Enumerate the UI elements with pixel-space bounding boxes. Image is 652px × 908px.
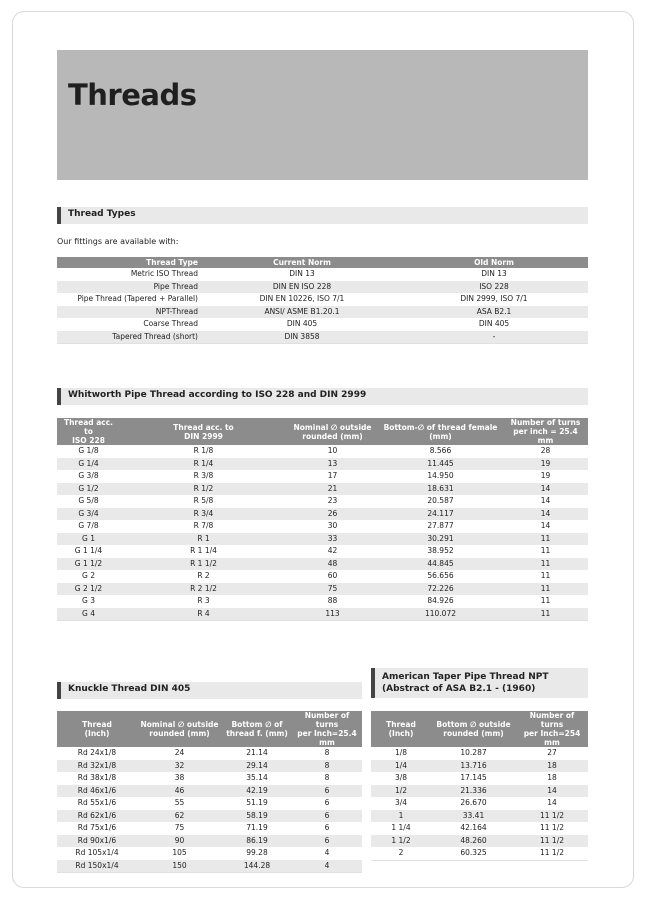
table-cell: Rd 38x1/8 xyxy=(57,772,137,785)
table-cell: 11 1/2 xyxy=(516,822,588,835)
table-cell: 3/8 xyxy=(371,772,431,785)
table-cell: 60.325 xyxy=(431,847,516,860)
table-cell: 6 xyxy=(292,785,362,798)
table-cell: R 3 xyxy=(120,595,287,608)
header-line: Nominal ∅ outside xyxy=(140,720,219,729)
table-cell: R 7/8 xyxy=(120,520,287,533)
table-cell: 11 xyxy=(503,608,588,621)
table-cell: DIN EN ISO 228 xyxy=(204,281,400,294)
column-header xyxy=(222,711,292,747)
table-row xyxy=(57,810,362,823)
table-cell: 11 1/2 xyxy=(516,810,588,823)
table-row xyxy=(371,822,588,835)
table-cell: 88 xyxy=(287,595,378,608)
table-cell: 4 xyxy=(292,847,362,860)
table-cell: 20.587 xyxy=(378,495,503,508)
table-row xyxy=(371,747,588,760)
section-heading-thread-types xyxy=(57,207,588,224)
header-line: Thread xyxy=(386,720,416,729)
table-cell: 14 xyxy=(516,785,588,798)
table-cell: R 1/2 xyxy=(120,483,287,496)
table-cell: 27.877 xyxy=(378,520,503,533)
table-header-row xyxy=(57,257,588,268)
table-cell: 14 xyxy=(516,797,588,810)
header-line: thread f. (mm) xyxy=(226,729,288,738)
table-cell: 11 xyxy=(503,570,588,583)
table-row xyxy=(57,747,362,760)
header-line: per Inch=254 mm xyxy=(523,729,581,747)
heading-line-1: American Taper Pipe Thread NPT xyxy=(382,672,549,682)
table-cell: 10 xyxy=(287,445,378,458)
table-cell: 14 xyxy=(503,483,588,496)
table-row xyxy=(57,281,588,294)
table-cell: 11 xyxy=(503,595,588,608)
header-line: Number of turns xyxy=(510,418,581,427)
table-cell: G 3/4 xyxy=(57,508,120,521)
table-cell: 144.28 xyxy=(222,860,292,873)
column-header xyxy=(503,418,588,445)
table-cell: Rd 32x1/8 xyxy=(57,760,137,773)
table-row xyxy=(57,797,362,810)
table-cell: Pipe Thread (Tapered + Parallel) xyxy=(57,293,204,306)
table-cell: 24 xyxy=(137,747,222,760)
table-cell: R 2 1/2 xyxy=(120,583,287,596)
table-cell: 26 xyxy=(287,508,378,521)
table-cell: 51.19 xyxy=(222,797,292,810)
table-cell: DIN 405 xyxy=(204,318,400,331)
table-cell: ANSI/ ASME B1.20.1 xyxy=(204,306,400,319)
table-cell: 11.445 xyxy=(378,458,503,471)
table-cell: Rd 55x1/6 xyxy=(57,797,137,810)
table-cell: G 1 1/4 xyxy=(57,545,120,558)
section-heading-npt xyxy=(371,668,588,698)
table-row xyxy=(57,445,588,458)
table-cell: Rd 62x1/6 xyxy=(57,810,137,823)
table-row xyxy=(371,810,588,823)
table-cell: 10.287 xyxy=(431,747,516,760)
table-cell: 11 xyxy=(503,533,588,546)
table-cell: 38 xyxy=(137,772,222,785)
table-cell: 42.164 xyxy=(431,822,516,835)
table-row xyxy=(57,772,362,785)
header-line: per inch = 25.4 mm xyxy=(513,427,578,445)
table-cell: DIN 13 xyxy=(204,268,400,281)
table-cell: 62 xyxy=(137,810,222,823)
section-heading-knuckle xyxy=(57,682,362,699)
column-header xyxy=(57,711,137,747)
table-cell: G 1 1/2 xyxy=(57,558,120,571)
table-row xyxy=(57,520,588,533)
table-cell: 4 xyxy=(292,860,362,873)
table-cell: Rd 24x1/8 xyxy=(57,747,137,760)
table-cell: 44.845 xyxy=(378,558,503,571)
table-cell: 60 xyxy=(287,570,378,583)
table-cell: 38.952 xyxy=(378,545,503,558)
table-cell: Rd 105x1/4 xyxy=(57,847,137,860)
table-cell: 48.260 xyxy=(431,835,516,848)
knuckle-thread-table xyxy=(57,711,362,873)
table-cell: 28 xyxy=(503,445,588,458)
table-row xyxy=(57,822,362,835)
table-cell: 21.14 xyxy=(222,747,292,760)
table-cell: DIN 3858 xyxy=(204,331,400,344)
table-row xyxy=(57,860,362,873)
intro-text: Our fittings are available with: xyxy=(57,237,179,246)
table-row xyxy=(57,470,588,483)
table-cell: R 1 1/4 xyxy=(120,545,287,558)
table-cell: 58.19 xyxy=(222,810,292,823)
table-cell: 71.19 xyxy=(222,822,292,835)
table-cell: 33.41 xyxy=(431,810,516,823)
table-cell: 1/8 xyxy=(371,747,431,760)
table-cell: R 2 xyxy=(120,570,287,583)
table-cell: 86.19 xyxy=(222,835,292,848)
table-row xyxy=(57,835,362,848)
table-cell: Coarse Thread xyxy=(57,318,204,331)
table-cell: 35.14 xyxy=(222,772,292,785)
table-cell: 33 xyxy=(287,533,378,546)
table-cell: 30.291 xyxy=(378,533,503,546)
header-line: per Inch=25.4 mm xyxy=(297,729,357,747)
table-header-row xyxy=(371,711,588,747)
table-cell: G 7/8 xyxy=(57,520,120,533)
table-cell: 19 xyxy=(503,470,588,483)
table-cell: G 3 xyxy=(57,595,120,608)
table-cell: 150 xyxy=(137,860,222,873)
table-cell: 8 xyxy=(292,760,362,773)
table-row xyxy=(57,608,588,621)
header-line: Nominal ∅ outside xyxy=(293,422,372,432)
table-cell: 21 xyxy=(287,483,378,496)
table-cell: G 2 1/2 xyxy=(57,583,120,596)
table-cell: 14 xyxy=(503,495,588,508)
table-cell: ASA B2.1 xyxy=(400,306,588,319)
table-cell: 18 xyxy=(516,760,588,773)
section-heading-text xyxy=(382,671,548,695)
table-row xyxy=(57,331,588,344)
table-cell: 84.926 xyxy=(378,595,503,608)
table-cell: 19 xyxy=(503,458,588,471)
header-line: Bottom-∅ of thread female xyxy=(383,422,498,432)
table-cell: 55 xyxy=(137,797,222,810)
table-cell: 13 xyxy=(287,458,378,471)
table-cell: 21.336 xyxy=(431,785,516,798)
table-row xyxy=(57,583,588,596)
table-cell: 24.117 xyxy=(378,508,503,521)
table-cell: 14 xyxy=(503,508,588,521)
table-header-row xyxy=(57,418,588,445)
table-cell: Metric ISO Thread xyxy=(57,268,204,281)
table-cell: 8 xyxy=(292,772,362,785)
table-cell: 2 xyxy=(371,847,431,860)
column-header xyxy=(57,418,120,445)
table-cell: Tapered Thread (short) xyxy=(57,331,204,344)
table-cell: 56.656 xyxy=(378,570,503,583)
table-row xyxy=(57,495,588,508)
section-heading-text: Thread Types xyxy=(68,209,136,219)
header-line: rounded (mm) xyxy=(149,729,210,738)
table-cell: 42.19 xyxy=(222,785,292,798)
table-cell: 30 xyxy=(287,520,378,533)
table-row xyxy=(371,797,588,810)
section-heading-text: Knuckle Thread DIN 405 xyxy=(68,684,191,694)
table-cell: G 1/8 xyxy=(57,445,120,458)
table-cell: 6 xyxy=(292,797,362,810)
table-cell: 72.226 xyxy=(378,583,503,596)
thread-types-table xyxy=(57,257,588,344)
header-line: rounded (mm) xyxy=(302,431,363,441)
table-cell: G 5/8 xyxy=(57,495,120,508)
table-cell: 13.716 xyxy=(431,760,516,773)
table-cell: 1 1/2 xyxy=(371,835,431,848)
table-cell: 75 xyxy=(287,583,378,596)
table-cell: 18.631 xyxy=(378,483,503,496)
table-cell: R 1/8 xyxy=(120,445,287,458)
table-row xyxy=(57,545,588,558)
table-row xyxy=(57,558,588,571)
title-banner xyxy=(57,50,588,180)
header-line: (Inch) xyxy=(84,729,110,738)
header-line: Number of turns xyxy=(529,711,575,729)
column-header xyxy=(431,711,516,747)
header-line: Bottom ∅ of xyxy=(231,720,283,729)
table-cell: - xyxy=(400,331,588,344)
header-line: ISO 228 xyxy=(72,436,105,445)
table-cell: 29.14 xyxy=(222,760,292,773)
table-cell: 6 xyxy=(292,835,362,848)
table-cell: Pipe Thread xyxy=(57,281,204,294)
section-heading-text: Whitworth Pipe Thread according to ISO 228 and DIN 2999 xyxy=(68,390,367,400)
header-line: Thread acc. to xyxy=(173,422,234,432)
table-cell: 90 xyxy=(137,835,222,848)
table-row xyxy=(57,318,588,331)
table-cell: DIN 405 xyxy=(400,318,588,331)
table-cell: 11 xyxy=(503,583,588,596)
table-row xyxy=(371,760,588,773)
table-row xyxy=(371,785,588,798)
table-cell: ISO 228 xyxy=(400,281,588,294)
column-header: Thread Type xyxy=(57,257,204,268)
whitworth-table xyxy=(57,418,588,621)
table-cell: G 4 xyxy=(57,608,120,621)
table-row xyxy=(57,483,588,496)
column-header xyxy=(371,711,431,747)
header-line: Thread acc. to xyxy=(63,418,114,436)
table-cell: 105 xyxy=(137,847,222,860)
column-header xyxy=(137,711,222,747)
table-cell: 8.566 xyxy=(378,445,503,458)
table-cell: 1/4 xyxy=(371,760,431,773)
heading-line-2: (Abstract of ASA B2.1 - (1960) xyxy=(382,684,536,694)
table-cell: G 1 xyxy=(57,533,120,546)
table-cell: R 1/4 xyxy=(120,458,287,471)
column-header xyxy=(287,418,378,445)
table-cell: 42 xyxy=(287,545,378,558)
column-header: Old Norm xyxy=(400,257,588,268)
table-cell: R 3/4 xyxy=(120,508,287,521)
table-cell: 46 xyxy=(137,785,222,798)
table-row xyxy=(371,772,588,785)
table-cell: 11 xyxy=(503,545,588,558)
table-cell: DIN EN 10226, ISO 7/1 xyxy=(204,293,400,306)
table-cell: R 5/8 xyxy=(120,495,287,508)
table-row xyxy=(57,268,588,281)
section-heading-whitworth xyxy=(57,388,588,405)
table-cell: 6 xyxy=(292,822,362,835)
table-cell: 48 xyxy=(287,558,378,571)
column-header xyxy=(120,418,287,445)
table-row xyxy=(57,458,588,471)
table-cell: 1 xyxy=(371,810,431,823)
table-cell: Rd 90x1/6 xyxy=(57,835,137,848)
table-row xyxy=(57,760,362,773)
table-row xyxy=(57,293,588,306)
table-cell: 6 xyxy=(292,810,362,823)
table-row xyxy=(57,785,362,798)
table-cell: R 4 xyxy=(120,608,287,621)
table-cell: 110.072 xyxy=(378,608,503,621)
table-row xyxy=(371,835,588,848)
header-line: Bottom ∅ outside xyxy=(436,720,511,729)
column-header xyxy=(378,418,503,445)
table-cell: 18 xyxy=(516,772,588,785)
table-row xyxy=(57,508,588,521)
table-cell: R 1 xyxy=(120,533,287,546)
table-cell: 11 1/2 xyxy=(516,847,588,860)
header-line: Thread xyxy=(82,720,112,729)
table-cell: 23 xyxy=(287,495,378,508)
table-cell: G 1/4 xyxy=(57,458,120,471)
table-cell: 14 xyxy=(503,520,588,533)
table-cell: 99.28 xyxy=(222,847,292,860)
table-cell: 17.145 xyxy=(431,772,516,785)
table-cell: 27 xyxy=(516,747,588,760)
table-cell: 1 1/4 xyxy=(371,822,431,835)
table-cell: DIN 2999, ISO 7/1 xyxy=(400,293,588,306)
table-cell: G 1/2 xyxy=(57,483,120,496)
table-cell: 26.670 xyxy=(431,797,516,810)
table-cell: 3/4 xyxy=(371,797,431,810)
table-row xyxy=(371,847,588,860)
table-cell: G 3/8 xyxy=(57,470,120,483)
table-header-row xyxy=(57,711,362,747)
table-cell: Rd 46x1/6 xyxy=(57,785,137,798)
table-row xyxy=(57,595,588,608)
table-cell: 17 xyxy=(287,470,378,483)
table-cell: 8 xyxy=(292,747,362,760)
header-line: rounded (mm) xyxy=(443,729,504,738)
header-line: (Inch) xyxy=(388,729,414,738)
table-cell: 113 xyxy=(287,608,378,621)
table-cell: 1/2 xyxy=(371,785,431,798)
table-row xyxy=(57,306,588,319)
page-title: Threads xyxy=(68,78,197,112)
table-cell: NPT-Thread xyxy=(57,306,204,319)
table-cell: Rd 150x1/4 xyxy=(57,860,137,873)
table-row xyxy=(57,570,588,583)
header-line: DIN 2999 xyxy=(184,431,223,441)
table-cell: 11 1/2 xyxy=(516,835,588,848)
table-cell: DIN 13 xyxy=(400,268,588,281)
table-cell: 32 xyxy=(137,760,222,773)
table-cell: R 3/8 xyxy=(120,470,287,483)
header-line: (mm) xyxy=(429,431,452,441)
table-cell: Rd 75x1/6 xyxy=(57,822,137,835)
table-cell: 75 xyxy=(137,822,222,835)
table-row xyxy=(57,533,588,546)
column-header xyxy=(516,711,588,747)
npt-thread-table xyxy=(371,711,588,861)
table-row xyxy=(57,847,362,860)
header-line: Number of turns xyxy=(304,711,350,729)
table-cell: 14.950 xyxy=(378,470,503,483)
table-cell: R 1 1/2 xyxy=(120,558,287,571)
table-cell: 11 xyxy=(503,558,588,571)
column-header xyxy=(292,711,362,747)
table-cell: G 2 xyxy=(57,570,120,583)
column-header: Current Norm xyxy=(204,257,400,268)
